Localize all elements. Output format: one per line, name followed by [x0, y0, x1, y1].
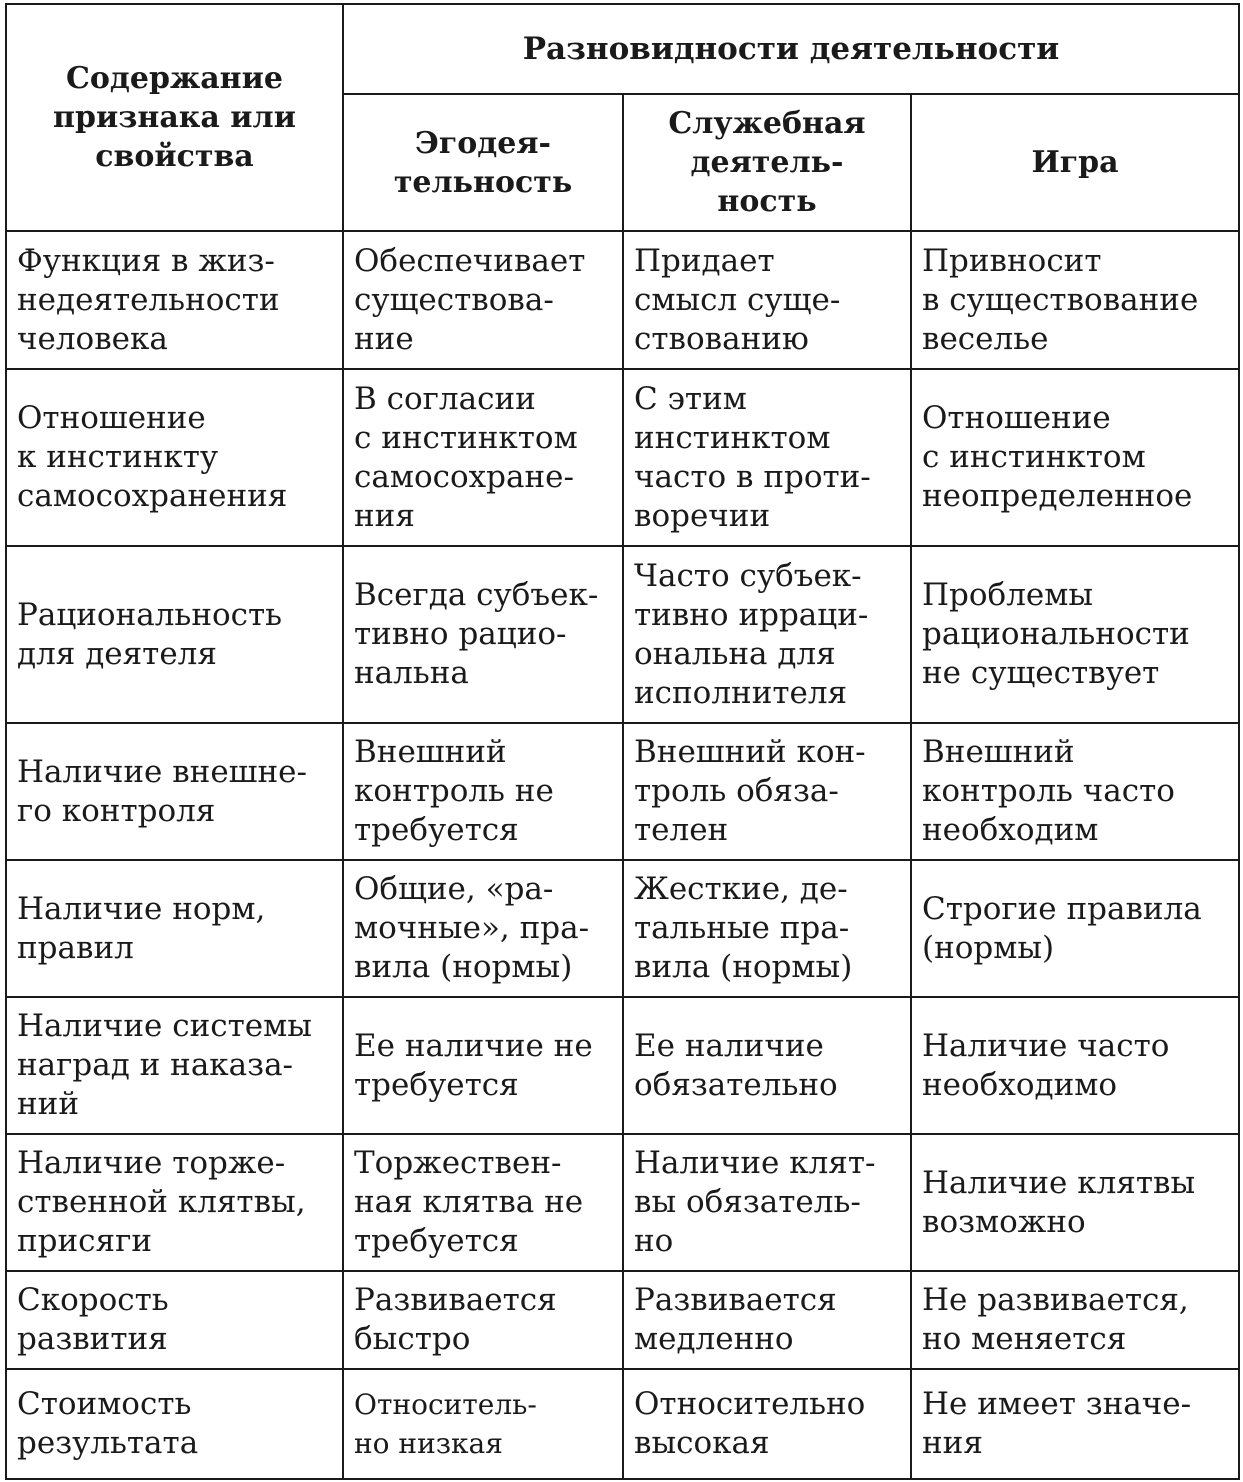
row-label: Наличие торже- ственной клятвы, присяги: [6, 1134, 343, 1271]
header-row-label: Содержание признака или свойства: [6, 4, 343, 231]
table-row: [6, 860, 1239, 997]
row-label: Функция в жиз- недеятельности человека: [6, 231, 343, 369]
header-group-label: Разновидности деятельности: [343, 4, 1239, 94]
row-label: Наличие норм, правил: [6, 860, 343, 997]
table-row: [6, 723, 1239, 860]
table-row: [6, 1271, 1239, 1369]
cell-game: Не развивается, но меняется: [911, 1271, 1239, 1369]
cell-service: Внешний кон- троль обяза- телен: [623, 723, 911, 860]
cell-service: Наличие клят- вы обязатель- но: [623, 1134, 911, 1271]
cell-ego: Всегда субъек- тивно рацио- нальна: [343, 546, 623, 723]
cell-ego: Развивается быстро: [343, 1271, 623, 1369]
cell-service: Ее наличие обязательно: [623, 997, 911, 1134]
cell-game: Внешний контроль часто необходим: [911, 723, 1239, 860]
cell-ego: В согласии с инстинктом самосохране- ния: [343, 369, 623, 546]
row-label: Стоимость результата: [6, 1369, 343, 1479]
header-col-game: Игра: [911, 94, 1239, 231]
cell-game: Наличие часто необходимо: [911, 997, 1239, 1134]
cell-game: Отношение с инстинктом неопределенное: [911, 369, 1239, 546]
cell-service: Относительно высокая: [623, 1369, 911, 1479]
cell-service: Часто субъек- тивно ирраци- ональна для исполнителя: [623, 546, 911, 723]
row-label: Наличие системы наград и наказа- ний: [6, 997, 343, 1134]
cell-service: С этим инстинктом часто в проти- воречии: [623, 369, 911, 546]
cell-ego: Обеспечивает существова- ние: [343, 231, 623, 369]
row-label: Наличие внешне- го контроля: [6, 723, 343, 860]
cell-game: Строгие правила (нормы): [911, 860, 1239, 997]
cell-game: Проблемы рациональности не существует: [911, 546, 1239, 723]
row-label: Отношение к инстинкту самосохранения: [6, 369, 343, 546]
table-row: [6, 546, 1239, 723]
cell-ego: Внешний контроль не требуется: [343, 723, 623, 860]
cell-service: Жесткие, де- тальные пра- вила (нормы): [623, 860, 911, 997]
cell-ego: Ее наличие не требуется: [343, 997, 623, 1134]
table-row: [6, 1134, 1239, 1271]
cell-game: Наличие клятвы возможно: [911, 1134, 1239, 1271]
table-row: [6, 1369, 1239, 1479]
cell-ego: Общие, «ра- мочные», пра- вила (нормы): [343, 860, 623, 997]
header-col-service: Служебная деятель- ность: [623, 94, 911, 231]
cell-service: Придает смысл суще- ствованию: [623, 231, 911, 369]
table-row: [6, 369, 1239, 546]
cell-game: Не имеет значе- ния: [911, 1369, 1239, 1479]
row-label: Скорость развития: [6, 1271, 343, 1369]
cell-ego: Относитель- но низкая: [343, 1369, 623, 1479]
row-label: Рациональность для деятеля: [6, 546, 343, 723]
cell-ego: Торжествен- ная клятва не требуется: [343, 1134, 623, 1271]
table-row: [6, 997, 1239, 1134]
cell-game: Привносит в существование веселье: [911, 231, 1239, 369]
comparison-table: [5, 3, 1240, 1480]
cell-service: Развивается медленно: [623, 1271, 911, 1369]
header-col-ego: Эгодея- тельность: [343, 94, 623, 231]
table-row: [6, 231, 1239, 369]
